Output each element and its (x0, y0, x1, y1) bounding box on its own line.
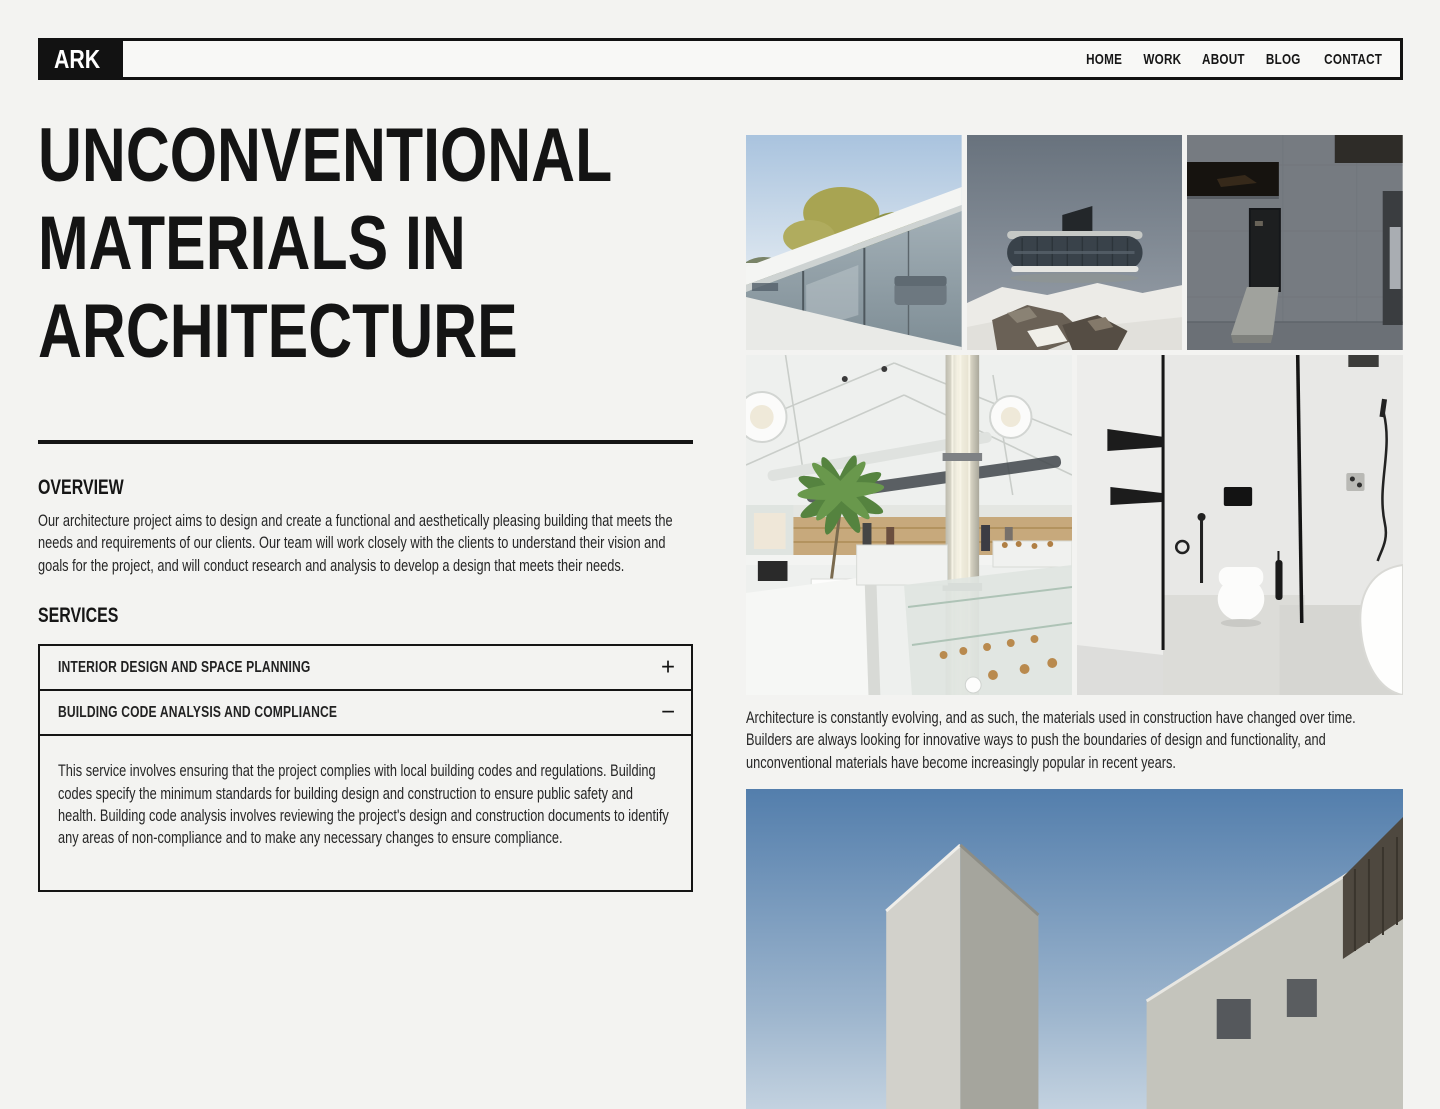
photo-cafe-interior-glass-column (746, 355, 1072, 695)
accordion-item-building-code[interactable] (38, 689, 693, 736)
brand-logo[interactable] (41, 41, 123, 77)
photo-round-observatory-on-snow (967, 135, 1183, 350)
photo-cafe-interior-svg (746, 355, 1072, 695)
photo-glass-pavilion-house (746, 135, 962, 350)
nav-item-blog[interactable]: BLOG (1266, 50, 1301, 68)
gallery-row-middle (746, 355, 1403, 695)
nav-item-home[interactable]: HOME (1086, 50, 1123, 68)
accordion-item-title: BUILDING CODE ANALYSIS AND COMPLIANCE (58, 703, 338, 721)
overview-heading: OVERVIEW (38, 476, 124, 499)
photo-concrete-facade-svg (1187, 135, 1403, 350)
accordion-item-interior-design[interactable] (38, 644, 693, 691)
brand-logo-text: ARK (54, 43, 101, 74)
page-title-line-2: MATERIALS IN (38, 201, 466, 286)
overview-paragraph: Our architecture project aims to design and create a functional and aesthetically pleasing building that meets the needs and requirements of our clients. Our team will work closely with the clients to understand their vision and goals for the project, and will conduct research and analysis to develop a design that meets their needs. (38, 512, 673, 575)
accordion-item-title: INTERIOR DESIGN AND SPACE PLANNING (58, 658, 311, 676)
services-accordion (38, 644, 693, 892)
accordion-panel-building-code (38, 736, 693, 892)
photo-bathroom-svg (1077, 355, 1403, 695)
photo-minimal-bathroom (1077, 355, 1403, 695)
photo-concrete-sky-svg (746, 789, 1403, 1109)
nav-item-work[interactable]: WORK (1142, 50, 1181, 68)
page-title-line-1: UNCONVENTIONAL (38, 113, 613, 198)
header-bar (38, 38, 1403, 80)
page-title-line-3: ARCHITECTURE (38, 289, 518, 374)
nav-item-about[interactable]: ABOUT (1202, 50, 1246, 68)
accordion-panel-text: This service involves ensuring that the project complies with local building codes and regulations. Building codes specify the minimum standards for building design and construction to ensure public safety and health. Building code analysis involves reviewing the project's design and construction documents to identify any areas of non-compliance and to make any necessary changes to ensure compliance. (58, 762, 669, 848)
photo-concrete-buildings-blue-sky (746, 789, 1403, 1109)
title-divider (38, 440, 693, 444)
gallery-column (746, 112, 1403, 1109)
article-paragraph: Architecture is constantly evolving, and as such, the materials used in construction have changed over time. Builders are always looking for innovative ways to push the boundaries of design and functionality, and unconventional materials have become increasingly popular in recent years. (746, 709, 1356, 772)
gallery-row-top (746, 135, 1403, 350)
expand-icon[interactable]: + (660, 653, 675, 681)
main-content (0, 112, 1440, 1109)
nav-item-contact[interactable]: CONTACT (1323, 50, 1382, 68)
services-heading: SERVICES (38, 604, 119, 628)
page-title (38, 112, 693, 376)
photo-concrete-facade-with-door (1187, 135, 1403, 350)
main-nav (1081, 41, 1400, 77)
collapse-icon[interactable]: − (660, 698, 675, 726)
photo-glass-pavilion-svg (746, 135, 962, 350)
photo-observatory-svg (967, 135, 1183, 350)
article-column (38, 112, 693, 1109)
